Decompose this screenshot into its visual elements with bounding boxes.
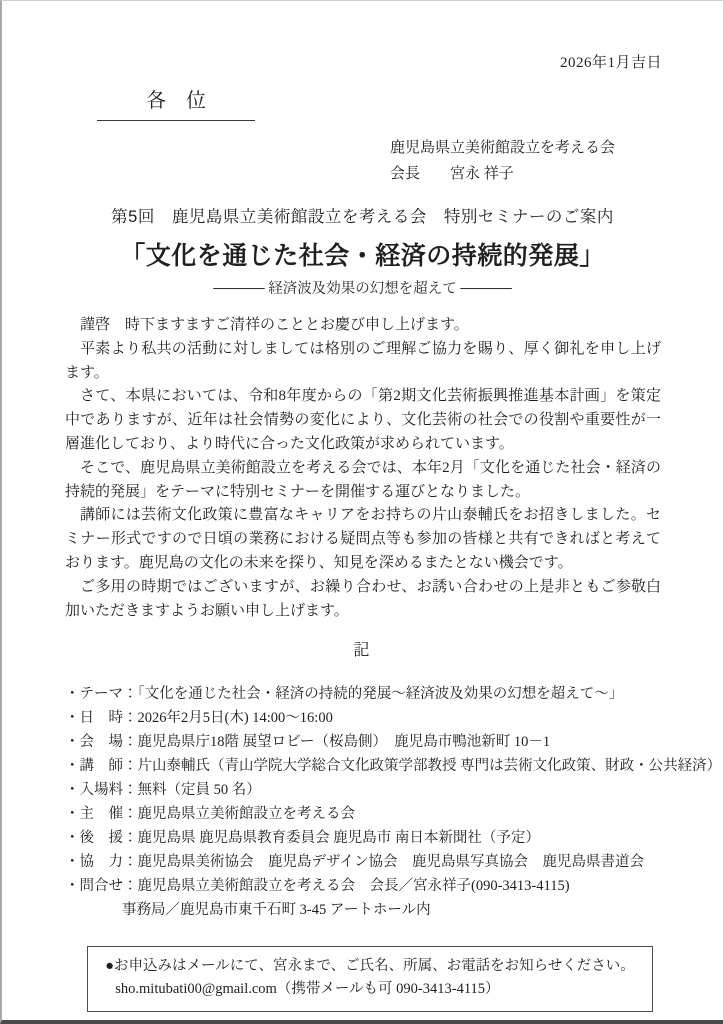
detail-contact-office: 事務局／鹿児島市東千石町 3-45 アートホール内 [122,902,431,919]
seminar-title: 「文化を通じた社会・経済の持続的発展」 [120,242,605,270]
detail-contact: ・問合せ：鹿児島県立美術館設立を考える会 会長／宮永祥子(090-3413-4115) [65,878,570,895]
detail-cooperation: ・協 力：鹿児島県美術協会 鹿児島デザイン協会 鹿児島県写真協会 鹿児島県書道会 [65,854,644,871]
paragraph-invitation-text: ご多用の時期ではございますが、お繰り合わせ、お誘い合わせの上是非ともご参加いただきますようお願い申し上げます。 [65,578,631,619]
sender-organization: 鹿児島県立美術館設立を考える会 [390,140,616,156]
application-email: sho.mitubati00@gmail.com（携帯メールも可 090-3413-4115） [115,981,500,998]
paragraph-invitation [65,576,661,624]
letter-body [65,314,661,623]
seminar-subtitle: ───── 経済波及効果の幻想を超えて ───── [213,281,512,297]
detail-admission: ・入場料：無料（定員 50 名） [65,782,261,799]
detail-supporters: ・後 援：鹿児島県 鹿児島県教育委員会 鹿児島市 南日本新聞社（予定） [65,830,540,847]
paragraph-lecturer: 講師には芸術文化政策に豊富なキャリアをお持ちの片山泰輔氏をお招きしました。セミナー形式ですので日頃の業務における疑問点等も参加の皆様と共有できればと考えております。鹿児島の文化の未来を探り、知見を深めるまたとない機会です。 [65,507,661,571]
paragraph-announcement: そこで、鹿児島県立美術館設立を考える会では、本年2月「文化を通じた社会・経済の持続的発展」をテーマに特別セミナーを開催する運びとなりました。 [65,459,661,500]
seminar-series-line: 第5回 鹿児島県立美術館設立を考える会 特別セミナーのご案内 [111,208,614,226]
details-marker: 記 [353,642,372,660]
closing-word: 敬白 [630,578,661,595]
detail-theme: ・テーマ：「文化を通じた社会・経済の持続的発展～経済波及効果の幻想を超えて～」 [65,686,624,703]
salutation: 各 位 [97,84,255,121]
seminar-details-list [65,682,723,898]
application-instruction: ●お申込みはメールにて、宮永まで、ご氏名、所属、お電話をお知らせください。 [105,958,635,975]
detail-organizer: ・主 催：鹿児島県立美術館設立を考える会 [65,806,355,823]
detail-lecturer: ・講 師：片山泰輔氏（青山学院大学総合文化政策学部教授 専門は芸術文化政策、財政・公共経済） [65,758,722,775]
paragraph-background: さて、本県においては、令和8年度からの「第2期文化芸術振興推進基本計画」を策定中でありますが、近年は社会情勢の変化により、文化芸術の社会での役割や重要性が一層進化しており、より時代に合った文化政策が求められています。 [65,388,661,452]
sender-person: 会長 宮永 祥子 [390,166,514,182]
detail-datetime: ・日 時：2026年2月5日(木) 14:00～16:00 [65,710,333,727]
paragraph-thanks: 平素より私共の活動に対しましては格別のご理解ご協力を賜り、厚く御礼を申し上げます。 [65,340,661,381]
application-box [87,946,653,1012]
document-date: 2026年1月吉日 [559,55,662,71]
paragraph-greeting: 謹啓 時下ますますご清祥のこととお慶び申し上げます。 [80,317,469,333]
detail-venue: ・会 場：鹿児島県庁18階 展望ロビー（桜島側） 鹿児島市鴨池新町 10－1 [65,734,551,751]
application-box-content [105,955,634,1001]
sender-block [390,135,723,187]
